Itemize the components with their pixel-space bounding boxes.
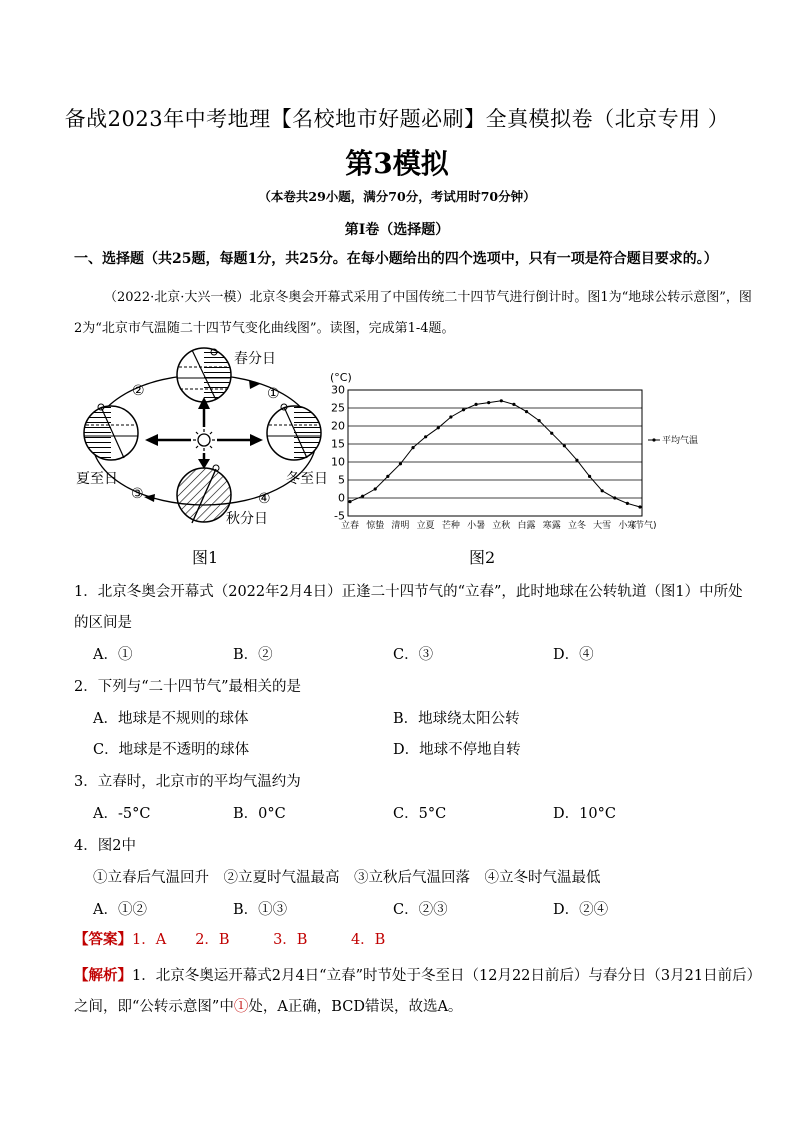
question-1-stem: 1．北京冬奥会开幕式（2022年2月4日）正逢二十四节气的“立春”，此时地球在公转轨道（图1）中所处 bbox=[74, 584, 743, 600]
analysis-circle-marker: ① bbox=[233, 999, 249, 1015]
y-tick-label: 10 bbox=[331, 455, 345, 469]
globe-spring bbox=[177, 348, 231, 402]
x-tick-label: 立夏 bbox=[416, 521, 435, 531]
exam-note: （本卷共29小题，满分70分，考试用时70分钟） bbox=[258, 189, 536, 204]
q3-option-c[interactable]: C．5°C bbox=[393, 806, 447, 822]
data-point bbox=[626, 502, 629, 505]
figure-1-revolution-diagram bbox=[74, 345, 334, 540]
data-point bbox=[588, 475, 591, 478]
q4-option-d[interactable]: D．②④ bbox=[553, 902, 609, 918]
data-point bbox=[361, 495, 364, 498]
data-point bbox=[575, 459, 578, 462]
zone-2: ② bbox=[132, 383, 145, 399]
x-tick-label: 立春 bbox=[340, 521, 360, 531]
answer-label: 【答案】 bbox=[74, 931, 132, 948]
x-tick-label: 寒露 bbox=[542, 521, 561, 531]
document-title: 备战2023年中考地理【名校地市好题必刷】全真模拟卷（北京专用 ） bbox=[64, 107, 730, 131]
x-tick-label: 清明 bbox=[391, 521, 410, 531]
analysis-text-a: 1．北京冬奥运开幕式2月4日“立春”时节处于冬至日（12月22日前后）与春分日（3月21日前后）之间，即“公转示意图”中 bbox=[74, 968, 754, 1015]
q4-option-c[interactable]: C．②③ bbox=[393, 902, 448, 918]
x-tick-label: 惊蛰 bbox=[366, 521, 385, 531]
y-tick-label: 20 bbox=[331, 419, 345, 433]
q2-option-c[interactable]: C．地球是不透明的球体 bbox=[93, 742, 250, 758]
data-point bbox=[613, 496, 616, 499]
y-tick-label: -5 bbox=[334, 509, 345, 523]
x-tick-label: 小寒 bbox=[618, 521, 637, 531]
data-point bbox=[462, 408, 465, 411]
data-point bbox=[449, 415, 452, 418]
volume-heading: 第I卷（选择题） bbox=[344, 222, 450, 238]
label-spring: 春分日 bbox=[234, 351, 276, 367]
question-4-stem: 4．图2中 bbox=[74, 838, 136, 854]
data-point bbox=[500, 399, 503, 402]
y-tick-label: 15 bbox=[331, 437, 345, 451]
q1-option-c[interactable]: C．③ bbox=[393, 647, 434, 663]
q3-option-b[interactable]: B．0°C bbox=[233, 806, 286, 822]
figure-2-caption: 图2 bbox=[469, 548, 496, 567]
answer-text: 1．A 2．B 3．B 4．B bbox=[132, 932, 386, 948]
series-line-avg-temp bbox=[350, 401, 640, 507]
data-point bbox=[386, 475, 389, 478]
x-tick-label: 小暑 bbox=[467, 521, 486, 531]
paper-subtitle: 第3模拟 bbox=[345, 147, 449, 180]
data-point bbox=[638, 505, 641, 508]
data-point bbox=[538, 419, 541, 422]
y-tick-label: 0 bbox=[338, 491, 345, 505]
data-point bbox=[563, 444, 566, 447]
q1-option-b[interactable]: B．② bbox=[233, 647, 273, 663]
data-point bbox=[348, 500, 351, 503]
figure-2-temperature-chart bbox=[330, 368, 710, 540]
data-point bbox=[525, 410, 528, 413]
q2-option-a[interactable]: A．地球是不规则的球体 bbox=[93, 711, 249, 727]
question-3-stem: 3．立春时，北京市的平均气温约为 bbox=[74, 774, 301, 790]
analysis-text-b: 处，A正确，BCD错误，故选A。 bbox=[248, 999, 463, 1015]
q1-option-d[interactable]: D．④ bbox=[553, 647, 594, 663]
section-instruction: 一、选择题（共25题，每题1分，共25分。在每小题给出的四个选项中，只有一项是符合题目要求的。） bbox=[74, 251, 718, 267]
sun-icon bbox=[193, 429, 215, 451]
zone-3: ③ bbox=[131, 486, 144, 502]
globe-winter bbox=[267, 404, 321, 460]
q1-option-a[interactable]: A．① bbox=[93, 647, 133, 663]
data-point bbox=[487, 401, 490, 404]
y-tick-label: 25 bbox=[331, 401, 345, 415]
x-tick-label: 立秋 bbox=[492, 521, 511, 531]
data-point bbox=[601, 489, 604, 492]
data-point bbox=[374, 487, 377, 490]
answer-block bbox=[74, 928, 385, 949]
label-autumn: 秋分日 bbox=[226, 511, 268, 527]
legend-label: 平均气温 bbox=[662, 436, 699, 446]
globe-autumn bbox=[177, 465, 231, 523]
x-tick-label: 大雪 bbox=[593, 521, 612, 531]
data-point bbox=[474, 403, 477, 406]
x-axis-label: (节气) bbox=[631, 521, 657, 531]
q2-option-d[interactable]: D．地球不停地自转 bbox=[393, 742, 521, 758]
data-point bbox=[399, 462, 402, 465]
y-tick-label: 30 bbox=[331, 383, 345, 397]
q3-option-a[interactable]: A．-5°C bbox=[93, 806, 151, 822]
zone-4: ④ bbox=[258, 491, 271, 507]
x-tick-label: 芒种 bbox=[441, 521, 460, 531]
q4-option-b[interactable]: B．①③ bbox=[233, 902, 288, 918]
x-tick-label: 白露 bbox=[517, 521, 536, 531]
analysis-label: 【解析】 bbox=[74, 967, 132, 984]
figure-1-caption: 图1 bbox=[192, 548, 219, 567]
label-summer: 夏至日 bbox=[76, 471, 118, 487]
question-1-stem-cont: 的区间是 bbox=[74, 615, 132, 631]
data-point bbox=[424, 435, 427, 438]
q4-option-a[interactable]: A．①② bbox=[93, 902, 147, 918]
zone-1: ① bbox=[267, 386, 280, 402]
question-intro: （2022·北京·大兴一模）北京冬奥会开幕式采用了中国传统二十四节气进行倒计时。图1为“地球公转示意图”，图2为“北京市气温随二十四节气变化曲线图”。读图，完成第1-4题。 bbox=[74, 290, 752, 336]
analysis-block bbox=[74, 960, 754, 1023]
q3-option-d[interactable]: D．10°C bbox=[553, 806, 616, 822]
y-tick-label: 5 bbox=[338, 473, 345, 487]
x-tick-label: 立冬 bbox=[567, 521, 586, 531]
sunlight-arrows bbox=[145, 397, 263, 469]
question-4-statements: ①立春后气温回升 ②立夏时气温最高 ③立秋后气温回落 ④立冬时气温最低 bbox=[93, 870, 601, 886]
q2-option-b[interactable]: B．地球绕太阳公转 bbox=[393, 711, 520, 727]
plot-frame bbox=[348, 390, 642, 516]
data-point bbox=[550, 432, 553, 435]
data-point bbox=[437, 426, 440, 429]
globe-summer bbox=[84, 404, 138, 460]
label-winter: 冬至日 bbox=[286, 471, 328, 487]
data-point bbox=[411, 446, 414, 449]
data-point bbox=[512, 403, 515, 406]
question-2-stem: 2．下列与“二十四节气”最相关的是 bbox=[74, 679, 302, 695]
y-axis-unit: (°C) bbox=[330, 371, 352, 384]
